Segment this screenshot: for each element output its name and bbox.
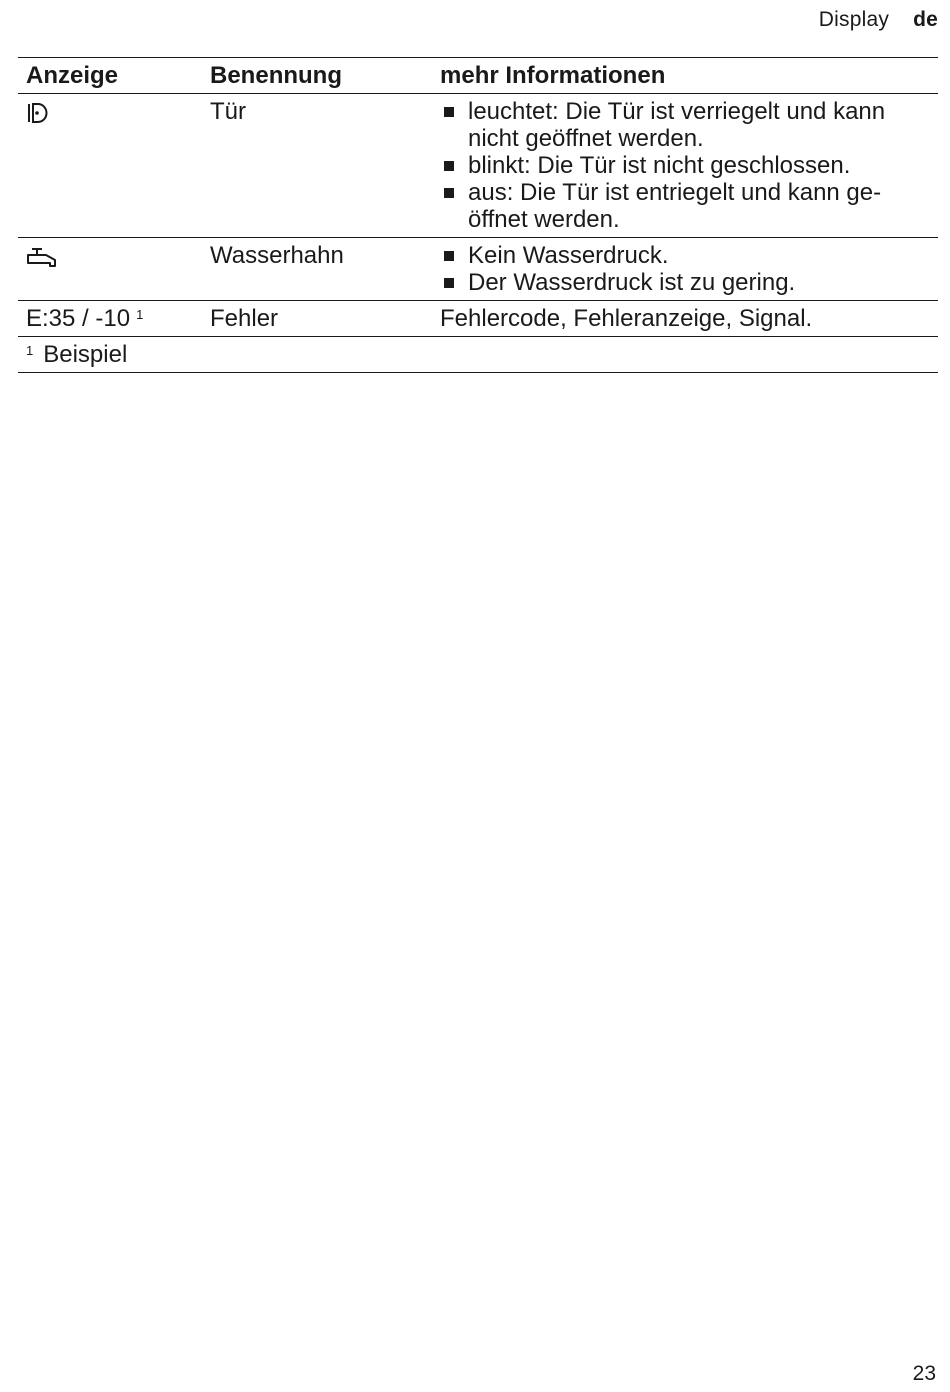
display-cell	[18, 94, 202, 238]
footnote	[18, 337, 938, 373]
column-header-anzeige: Anzeige	[18, 58, 202, 94]
footnote-mark: 1	[136, 307, 144, 322]
table-header-row	[18, 58, 938, 94]
language-code: de	[913, 8, 938, 31]
footnote-text: Beispiel	[43, 341, 128, 368]
water-tap-icon	[26, 246, 60, 270]
name-cell: Tür	[202, 94, 432, 238]
table-row	[18, 301, 938, 337]
list-item: Kein Wasserdruck.	[440, 242, 932, 269]
info-cell	[432, 238, 938, 301]
column-header-benennung: Benennung	[202, 58, 432, 94]
section-title: Display	[818, 8, 890, 31]
info-cell: Fehlercode, Fehleranzeige, Signal.	[432, 301, 938, 337]
footnote-mark: 1	[26, 343, 34, 358]
name-cell: Fehler	[202, 301, 432, 337]
display-cell	[18, 301, 202, 337]
error-code: E:35 / -10	[26, 305, 131, 332]
footnote-row	[18, 337, 938, 373]
page-number: 23	[912, 1362, 936, 1385]
display-cell	[18, 238, 202, 301]
info-cell	[432, 94, 938, 238]
door-lock-icon	[26, 102, 50, 124]
display-table	[18, 57, 938, 373]
list-item: blinkt: Die Tür ist nicht geschlossen.	[440, 152, 932, 179]
list-item: leuchtet: Die Tür ist verriegelt und kann nicht geöffnet werden.	[440, 98, 932, 152]
list-item: aus: Die Tür ist entriegelt und kann ge-öffnet werden.	[440, 179, 932, 233]
list-item: Der Wasserdruck ist zu gering.	[440, 269, 932, 296]
name-cell: Wasserhahn	[202, 238, 432, 301]
column-header-info: mehr Informationen	[432, 58, 938, 94]
page-header	[819, 8, 938, 32]
table-row	[18, 238, 938, 301]
table-row	[18, 94, 938, 238]
